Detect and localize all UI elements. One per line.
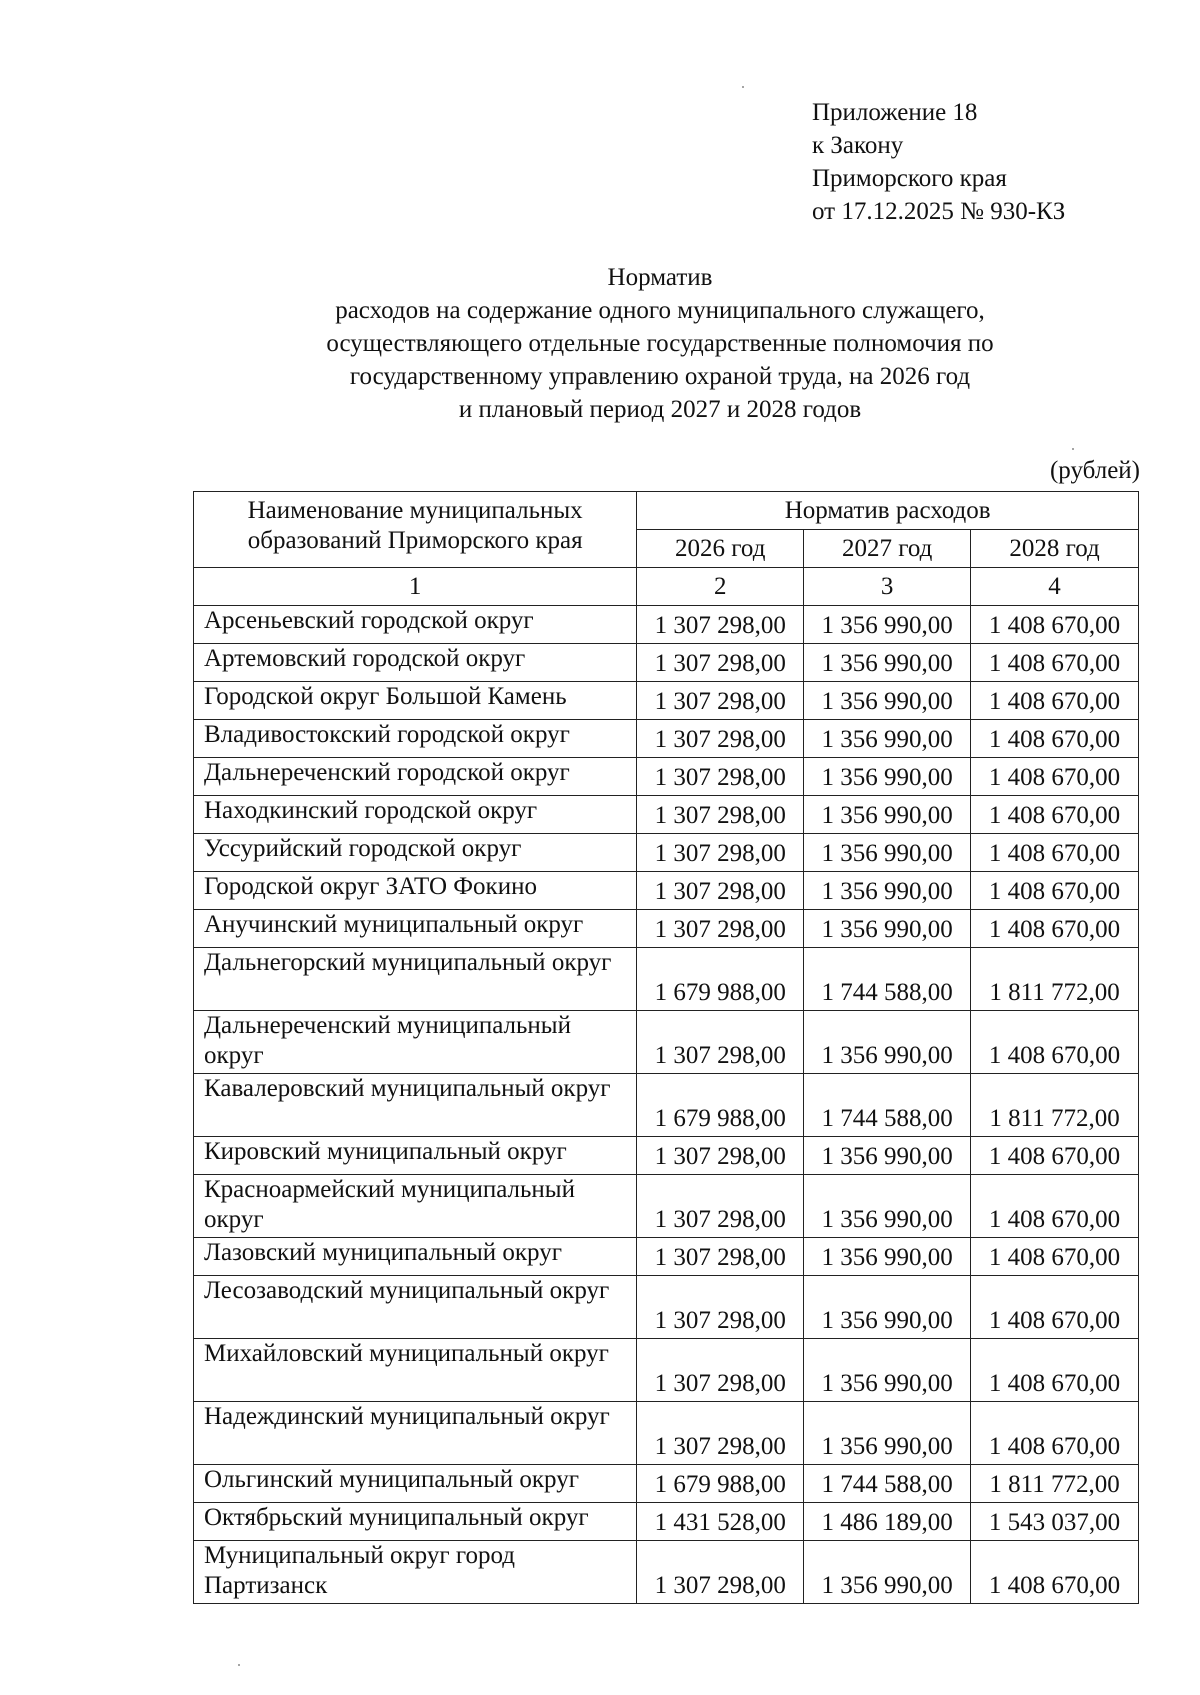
expense-norm-table xyxy=(193,491,1139,1604)
header-name-column: Наименование муниципальных образований Приморского края xyxy=(194,492,637,568)
table-row xyxy=(194,1238,1139,1276)
municipality-name: Муниципальный округ город Партизанск xyxy=(194,1541,637,1604)
value-2028: 1 408 670,00 xyxy=(971,606,1139,644)
value-2027: 1 356 990,00 xyxy=(804,606,971,644)
title-line-5: и плановый период 2027 и 2028 годов xyxy=(458,396,862,423)
title-line-4: государственному управлению охраной труда, на 2026 год xyxy=(349,363,971,390)
value-2026: 1 307 298,00 xyxy=(637,1175,804,1238)
value-2027: 1 356 990,00 xyxy=(804,1339,971,1402)
table-row xyxy=(194,1541,1139,1604)
value-2026: 1 307 298,00 xyxy=(637,1011,804,1074)
table-row xyxy=(194,1137,1139,1175)
value-2027: 1 744 588,00 xyxy=(804,1074,971,1137)
header-expense-norm: Норматив расходов xyxy=(637,492,1139,530)
table-row xyxy=(194,796,1139,834)
table-row xyxy=(194,910,1139,948)
value-2027: 1 356 990,00 xyxy=(804,758,971,796)
value-2027: 1 744 588,00 xyxy=(804,1465,971,1503)
value-2026: 1 307 298,00 xyxy=(637,796,804,834)
table-row xyxy=(194,1339,1139,1402)
value-2026: 1 679 988,00 xyxy=(637,1465,804,1503)
table-row xyxy=(194,834,1139,872)
municipality-name: Уссурийский городской округ xyxy=(194,834,637,872)
value-2027: 1 356 990,00 xyxy=(804,644,971,682)
value-2028: 1 408 670,00 xyxy=(971,720,1139,758)
value-2028: 1 408 670,00 xyxy=(971,1541,1139,1604)
currency-unit: (рублей) xyxy=(1049,457,1140,484)
municipality-name: Артемовский городской округ xyxy=(194,644,637,682)
value-2028: 1 408 670,00 xyxy=(971,1339,1139,1402)
municipality-name: Арсеньевский городской округ xyxy=(194,606,637,644)
municipality-name: Дальнереченский городской округ xyxy=(194,758,637,796)
municipality-name: Находкинский городской округ xyxy=(194,796,637,834)
table-row xyxy=(194,758,1139,796)
value-2028: 1 408 670,00 xyxy=(971,682,1139,720)
column-number-3: 3 xyxy=(804,568,971,606)
value-2027: 1 356 990,00 xyxy=(804,1175,971,1238)
municipality-name: Дальнереченский муниципальный округ xyxy=(194,1011,637,1074)
municipality-name: Кировский муниципальный округ xyxy=(194,1137,637,1175)
value-2026: 1 307 298,00 xyxy=(637,1339,804,1402)
annex-line-1: Приложение 18 xyxy=(812,99,978,126)
value-2028: 1 408 670,00 xyxy=(971,872,1139,910)
value-2026: 1 307 298,00 xyxy=(637,682,804,720)
table-row xyxy=(194,1175,1139,1238)
value-2027: 1 356 990,00 xyxy=(804,1011,971,1074)
table-row xyxy=(194,1074,1139,1137)
header-year-2028: 2028 год xyxy=(971,530,1139,568)
value-2027: 1 356 990,00 xyxy=(804,1402,971,1465)
value-2026: 1 307 298,00 xyxy=(637,606,804,644)
value-2028: 1 408 670,00 xyxy=(971,1137,1139,1175)
municipality-name: Красноармейский муниципальный округ xyxy=(194,1175,637,1238)
municipality-name: Дальнегорский муниципальный округ xyxy=(194,948,637,1011)
value-2026: 1 679 988,00 xyxy=(637,948,804,1011)
value-2027: 1 356 990,00 xyxy=(804,682,971,720)
value-2028: 1 408 670,00 xyxy=(971,758,1139,796)
value-2027: 1 356 990,00 xyxy=(804,1238,971,1276)
value-2027: 1 356 990,00 xyxy=(804,796,971,834)
table-row xyxy=(194,1465,1139,1503)
annex-line-3: Приморского края xyxy=(812,165,1007,192)
value-2028: 1 408 670,00 xyxy=(971,1402,1139,1465)
title-line-1: Норматив xyxy=(607,264,713,291)
value-2028: 1 408 670,00 xyxy=(971,910,1139,948)
table-row xyxy=(194,682,1139,720)
value-2027: 1 356 990,00 xyxy=(804,1137,971,1175)
annex-line-4: от 17.12.2025 № 930-КЗ xyxy=(812,198,1066,225)
table-row xyxy=(194,1402,1139,1465)
municipality-name: Анучинский муниципальный округ xyxy=(194,910,637,948)
value-2028: 1 408 670,00 xyxy=(971,834,1139,872)
title-line-3: осуществляющего отдельные государственные полномочия по xyxy=(326,330,994,357)
municipality-name: Лесозаводский муниципальный округ xyxy=(194,1276,637,1339)
table-row xyxy=(194,644,1139,682)
table-row xyxy=(194,720,1139,758)
municipality-name: Лазовский муниципальный округ xyxy=(194,1238,637,1276)
scan-speck xyxy=(742,86,744,88)
value-2026: 1 679 988,00 xyxy=(637,1074,804,1137)
scan-speck xyxy=(238,1664,240,1666)
value-2026: 1 307 298,00 xyxy=(637,758,804,796)
value-2027: 1 356 990,00 xyxy=(804,834,971,872)
municipality-name: Владивостокский городской округ xyxy=(194,720,637,758)
value-2028: 1 811 772,00 xyxy=(971,1074,1139,1137)
value-2028: 1 408 670,00 xyxy=(971,1175,1139,1238)
table-row xyxy=(194,1276,1139,1339)
value-2026: 1 307 298,00 xyxy=(637,910,804,948)
table-row xyxy=(194,606,1139,644)
municipality-name: Городской округ ЗАТО Фокино xyxy=(194,872,637,910)
value-2026: 1 307 298,00 xyxy=(637,872,804,910)
title-line-2: расходов на содержание одного муниципального служащего, xyxy=(335,297,985,324)
value-2027: 1 356 990,00 xyxy=(804,1276,971,1339)
value-2028: 1 408 670,00 xyxy=(971,1276,1139,1339)
value-2028: 1 811 772,00 xyxy=(971,1465,1139,1503)
municipality-name: Октябрьский муниципальный округ xyxy=(194,1503,637,1541)
value-2027: 1 356 990,00 xyxy=(804,872,971,910)
value-2027: 1 486 189,00 xyxy=(804,1503,971,1541)
table-row xyxy=(194,948,1139,1011)
value-2026: 1 307 298,00 xyxy=(637,1276,804,1339)
value-2027: 1 744 588,00 xyxy=(804,948,971,1011)
value-2026: 1 307 298,00 xyxy=(637,1238,804,1276)
value-2027: 1 356 990,00 xyxy=(804,720,971,758)
value-2028: 1 408 670,00 xyxy=(971,644,1139,682)
value-2028: 1 543 037,00 xyxy=(971,1503,1139,1541)
table-row xyxy=(194,1503,1139,1541)
value-2028: 1 408 670,00 xyxy=(971,796,1139,834)
column-number-2: 2 xyxy=(637,568,804,606)
value-2028: 1 811 772,00 xyxy=(971,948,1139,1011)
value-2028: 1 408 670,00 xyxy=(971,1238,1139,1276)
value-2026: 1 307 298,00 xyxy=(637,1402,804,1465)
annex-line-2: к Закону xyxy=(812,132,904,159)
table-row xyxy=(194,872,1139,910)
document-title xyxy=(200,261,1120,426)
value-2027: 1 356 990,00 xyxy=(804,910,971,948)
municipality-name: Михайловский муниципальный округ xyxy=(194,1339,637,1402)
value-2028: 1 408 670,00 xyxy=(971,1011,1139,1074)
header-year-2027: 2027 год xyxy=(804,530,971,568)
municipality-name: Городской округ Большой Камень xyxy=(194,682,637,720)
value-2026: 1 307 298,00 xyxy=(637,644,804,682)
value-2027: 1 356 990,00 xyxy=(804,1541,971,1604)
column-number-4: 4 xyxy=(971,568,1139,606)
annex-block xyxy=(812,96,1065,228)
table-row xyxy=(194,1011,1139,1074)
value-2026: 1 307 298,00 xyxy=(637,834,804,872)
header-year-2026: 2026 год xyxy=(637,530,804,568)
value-2026: 1 307 298,00 xyxy=(637,1541,804,1604)
column-number-1: 1 xyxy=(194,568,637,606)
value-2026: 1 307 298,00 xyxy=(637,1137,804,1175)
municipality-name: Надеждинский муниципальный округ xyxy=(194,1402,637,1465)
municipality-name: Ольгинский муниципальный округ xyxy=(194,1465,637,1503)
scan-speck xyxy=(1072,448,1074,450)
value-2026: 1 307 298,00 xyxy=(637,720,804,758)
value-2026: 1 431 528,00 xyxy=(637,1503,804,1541)
municipality-name: Кавалеровский муниципальный округ xyxy=(194,1074,637,1137)
